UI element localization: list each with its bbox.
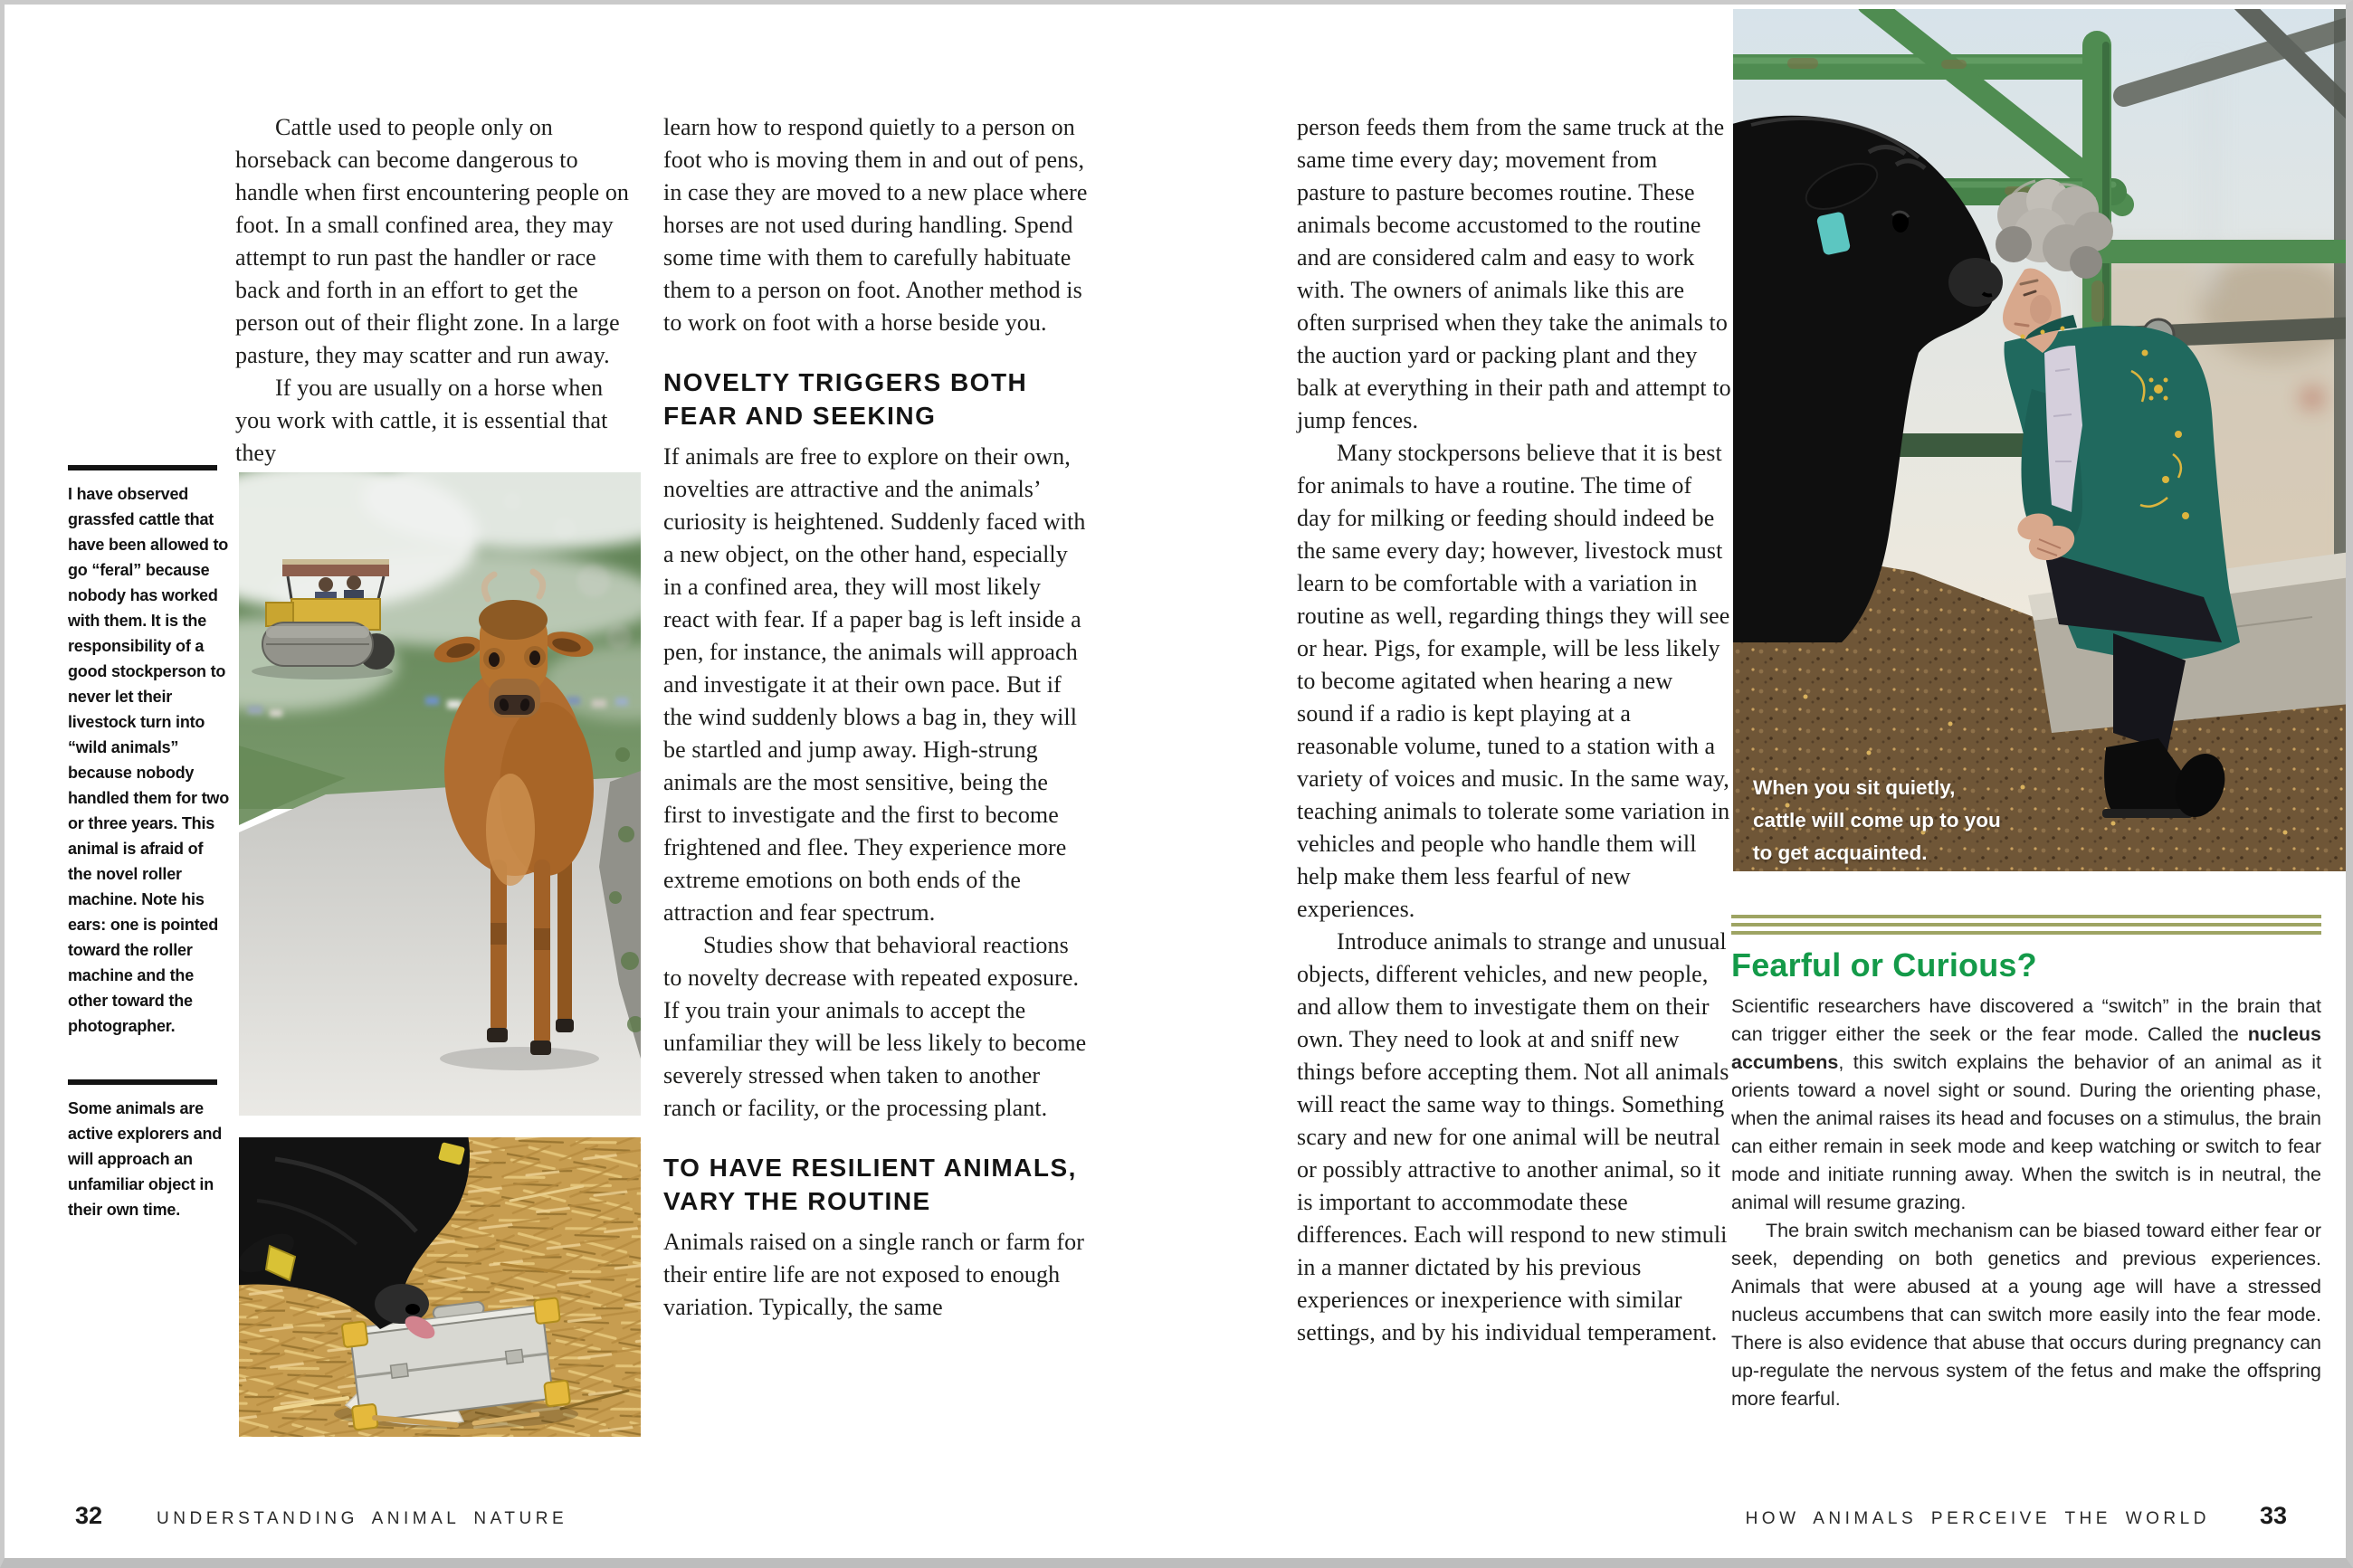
margin-note-text: I have observed grassfed cattle that have been allowed to go “feral” because nobody has worked with them. It is the responsibility of a good stockperson to never let their livestock turn into “wild animals” because nobody handled them for two or three years. This animal is afraid of the novel roller machine. Note his ears: one is pointed toward the roller machine and the other toward the photographer. [68,485,229,1035]
sidebar-paragraph [1731,993,2321,1217]
running-head: HOW ANIMALS PERCEIVE THE WORLD [1745,1509,2210,1528]
sidebar-text: , this switch explains the behavior of an animal as it orients toward a novel sight or sound. During the orienting phase, when the animal raises its head and focuses on a stimulus, the brain can either remain in seek mode and keep watching or switch to fear mode and initiate running away. When the switch is in neutral, the animal will resume grazing. [1731,1051,2321,1213]
calf-road-illustration [239,472,641,1116]
woman-cow-illustration [1733,9,2350,871]
stop-sign [2302,388,2322,408]
margin-note-text: Some animals are active explorers and will approach an unfamiliar object in their own time. [68,1099,223,1219]
right-page-column [1297,111,1731,1349]
left-page-column-1 [235,111,644,470]
running-head: UNDERSTANDING ANIMAL NATURE [157,1509,568,1528]
heading-line: FEAR AND SEEKING [663,402,937,430]
bold-term-nucleus-accumbens: nucleus accumbens [1731,1023,2321,1073]
sidebar-fearful-or-curious [1731,915,2321,1413]
body-paragraph: Cattle used to people only on horseback can become dangerous to handle when first encountering people on foot. In a small confined area, they may attempt to run past the handler or race back and forth in an effort to get the person out of their flight zone. In a large pasture, they may scatter and run away. [235,114,630,368]
sidebar-text: Scientific researchers have discovered a “switch” in the brain that can trigger either the seek or the fear mode. Called the [1731,995,2321,1045]
body-paragraph: Many stockpersons believe that it is best for animals to have a routine. The time of day for milking or feeding should indeed be the same every day; however, livestock must learn to be comfortable with a variation in routine as well, regarding things they will see or hear. Pigs, for example, will be less likely to become agitated when hearing a new sound if a radio is kept playing at a reasonable volume, tuned to a station with a variety of voices and music. In the same way, teaching animals to tolerate some variation in vehicles and people who handle them will help make them less fearful of new experiences. [1297,440,1730,922]
sidebar-heading: Fearful or Curious? [1731,946,2037,984]
body-paragraph: Introduce animals to strange and unusual objects, different vehicles, and new people, and allow them to investigate them on their own. They need to look at and sniff new things before accepting them. Not all animals will react the same way to things. Something scary and new for one animal will be neutral or possibly attractive to another animal, so it is important to accommodate these differences. Each will respond to new stimuli in a manner dictated by his previous experiences or inexperience with similar settings, and by his individual temperament. [1297,928,1729,1345]
margin-note-rule [68,1079,217,1085]
photo-woman-with-cow [1733,9,2350,871]
section-heading-resilient [663,1151,1089,1218]
left-page-column-2 [663,111,1089,1324]
body-paragraph: learn how to respond quietly to a person on foot who is moving them in and out of pens, in case they are moved to a new place where horses are not used during handling. Spend some time with them to carefully habituate them to a person on foot. Another method is to work on foot with a horse beside you. [663,114,1088,336]
photo-cow-sniffing-case [239,1137,641,1437]
margin-note-explorers [68,1079,229,1222]
heading-line: NOVELTY TRIGGERS BOTH [663,368,1028,396]
section-heading-novelty [663,366,1089,432]
body-paragraph: person feeds them from the same truck at the same time every day; movement from pasture to pasture becomes routine. These animals become accustomed to the routine and are considered calm and easy to work with. The owners of animals like this are often surprised when they take the animals to the auction yard or packing plant and they balk at everything in their path and attempt to jump fences. [1297,114,1731,433]
heading-line: VARY THE ROUTINE [663,1187,931,1215]
body-paragraph: If you are usually on a horse when you work with cattle, it is essential that they [235,375,608,466]
sidebar-paragraph: The brain switch mechanism can be biased toward either fear or seek, depending on both genetics and previous experiences. Animals that were abused at a young age will have a stressed nucleus accumbens that can switch more easily into the fear mode. There is also evidence that abuse that occurs during pregnancy can up-regulate the nervous system of the fetus and make the offspring more fearful. [1731,1220,2321,1410]
cow-case-illustration [239,1137,641,1437]
body-paragraph: Studies show that behavioral reactions to novelty decrease with repeated exposure. If you train your animals to accept the unfamiliar they will be less likely to become severely stressed when taken to another ranch or facility, or the processing plant. [663,932,1087,1121]
page-number: 32 [75,1502,103,1529]
body-paragraph: If animals are free to explore on their own, novelties are attractive and the animals’ curiosity is heightened. Suddenly faced with a new object, on the other hand, especially in a confined area, they will most likely react with fear. If a paper bag is left inside a pen, for instance, the animals will approach and investigate it at their own pace. But if the wind suddenly blows a bag in, they will be startled and jump away. High-strung animals are the most sensitive, being the first to investigate and the first to become frightened and flee. They experience more extreme emotions on both ends of the attraction and fear spectrum. [663,443,1086,926]
body-paragraph: Animals raised on a single ranch or farm for their entire life are not exposed to enough variation. Typically, the same [663,1229,1085,1320]
margin-note-feral-cattle [68,465,229,1039]
heading-line: TO HAVE RESILIENT ANIMALS, [663,1154,1077,1182]
margin-note-rule [68,465,217,470]
photo-caption: When you sit quietly, cattle will come up to you to get acquainted. [1753,776,2001,864]
triple-rule-separator [1731,915,2321,935]
left-page-footer [75,1502,567,1530]
photo-calf-and-roller-machine [239,472,641,1116]
page-number: 33 [2259,1502,2287,1529]
right-page-footer [1746,1502,2287,1530]
